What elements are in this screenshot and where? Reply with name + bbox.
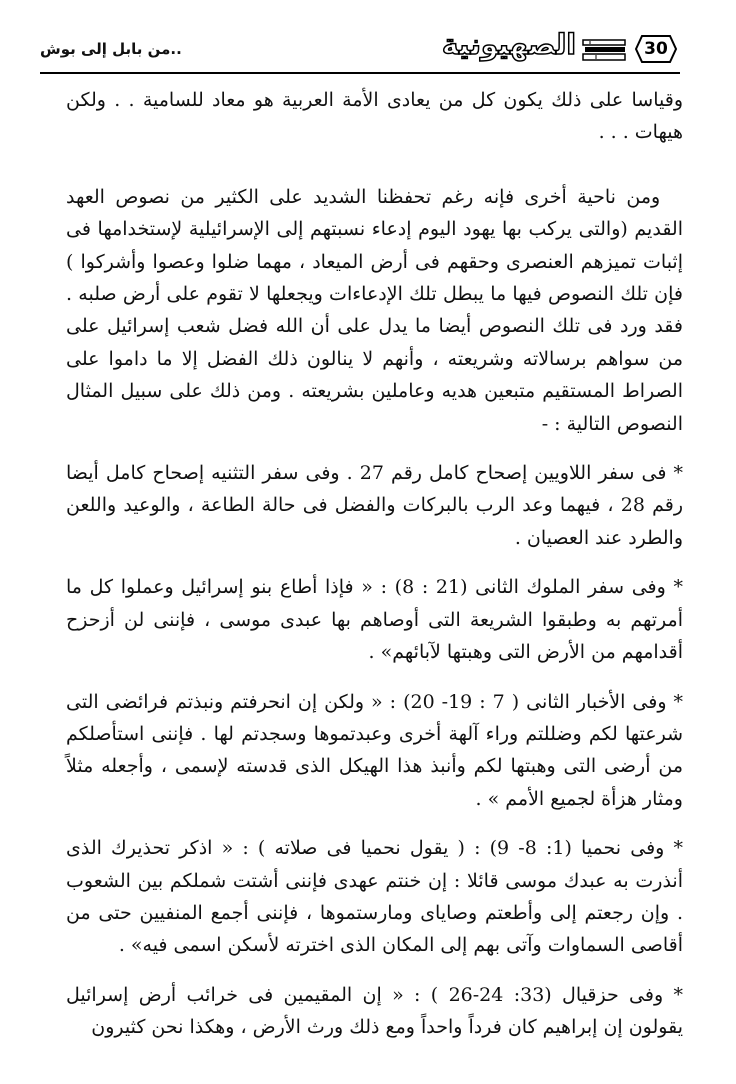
paragraph: ومن ناحية أخرى فإنه رغم تحفظنا الشديد على الكثير من نصوص العهد القديم (والتى يركب بها يهود اليوم إدعاء نسبتهم إلى الإسرائيلية لإستخدامها فى إثبات تميزهم العنصرى وحقهم فى أرض الميعاد ، مهما ضلوا وعصوا وأشركوا ) فإن تلك النصوص فيها ما يبطل تلك الإدعاءات ويجعلها لا تقوم على أرض صلبه . فقد ورد فى تلك النصوص أيضا ما يدل على أن الله فضل شعب إسرائيل على من سواهم برسالاته وشريعته ، وأنهم لا ينالون ذلك الفضل إلا ما داموا على الصراط المستقيم متبعين هديه وعاملين بشريعته . ومن ذلك على سبيل المثال النصوص التالية : -	[66, 185, 683, 435]
book-title: الصهيونية	[441, 28, 576, 61]
page-body	[66, 84, 683, 1044]
quote-item: * وفى سفر الملوك الثانى (21 : 8) : « فإذا أطاع بنو إسرائيل وعملوا كل ما أمرتهم به وطبقوا الشريعة التى أوصاهم بها عبدى موسى ، فإننى لن أزحزح أقدامهم من الأرض التى وهبتها لآبائهم» .	[66, 576, 683, 664]
quote-item: * وفى نحميا (1: 8- 9) : ( يقول نحميا فى صلاته ) : « اذكر تحذيرك الذى أنذرت به عبدك موسى قائلا : إن خنتم عهدى فإننى أشتت شملكم بين الشعوب . وإن رجعتم إلى وأطعتم وصاياى ومارستموها ، فإننى أجمع المنفيين حتى من أقاصى السماوات وآتى بهم إلى المكان الذى اخترته لأسكن اسمى فيه» .	[66, 837, 683, 957]
header-rule	[40, 72, 680, 74]
book-subtitle: ..من بابل إلى بوش	[40, 40, 182, 58]
page-number: 30	[644, 39, 668, 59]
page-number-badge	[632, 34, 680, 64]
quote-item: * وفى الأخبار الثانى ( 7 : 19- 20) : « ولكن إن انحرفتم ونبذتم فرائضى التى شرعتها لكم وضللتم وراء آلهة أخرى وعبدتموها وسجدتم لها . فإننى استأصلكم من أرضى التى وهبتها لكم وأنبذ هذا الهيكل الذى قدسته لإسمى ، وأجعله مثلاً ومثار هزأة لجميع الأمم » .	[66, 690, 683, 810]
book-stack-icon	[582, 38, 626, 62]
paragraph: وقياسا على ذلك يكون كل من يعادى الأمة العربية هو معاد للسامية . . ولكن هيهات . . .	[66, 89, 683, 144]
quote-item: * وفى حزقيال (33: 24-26 ) : « إن المقيمين فى خرائب أرض إسرائيل يقولون إن إبراهيم كان فرداً واحداً ومع ذلك ورث الأرض ، وهكذا نحن كثيرون	[66, 983, 683, 1039]
running-header	[40, 30, 680, 70]
quote-item: * فى سفر اللاويين إصحاح كامل رقم 27 . وفى سفر التثنيه إصحاح كامل أيضا رقم 28 ، فيهما وعد الرب بالبركات والفضل فى حالة الطاعة ، والوعيد واللعن والطرد عند العصيان .	[66, 462, 684, 549]
